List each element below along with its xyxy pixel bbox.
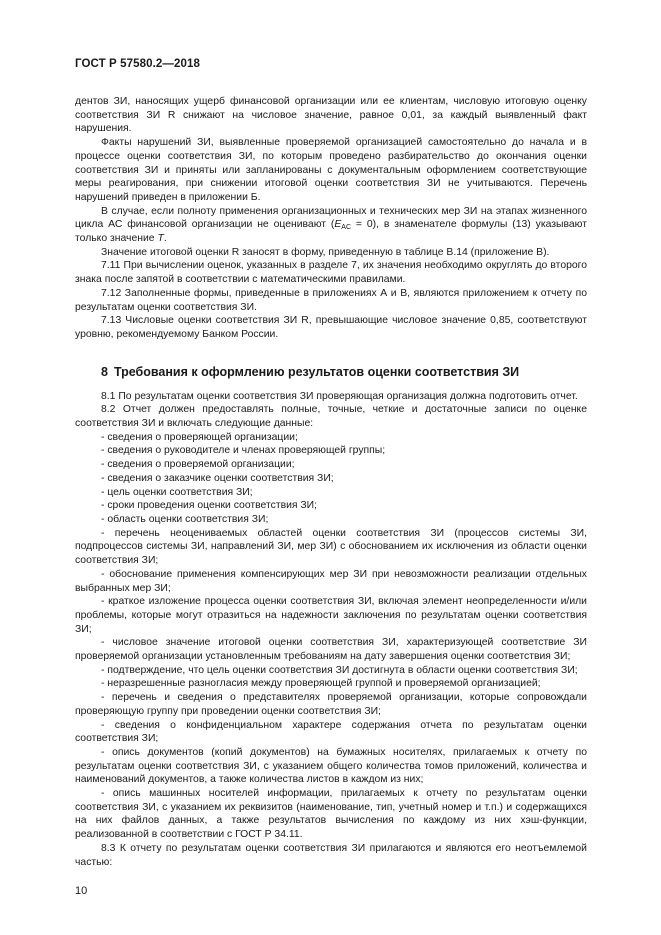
list-item: - сведения о руководителе и членах проверяющей группы; xyxy=(101,445,386,457)
list-item: - неразрешенные разногласия между проверяющей группой и проверяемой организацией; xyxy=(101,678,541,690)
middle-paragraphs xyxy=(75,246,587,342)
formula-text-after: = 0), в знаменателе формулы (13) указывают только значение xyxy=(75,219,587,245)
list-item: - сведения о конфиденциальном характере содержания отчета по результатам оценки соответствия ЗИ; xyxy=(75,719,587,745)
formula-text-end: . xyxy=(163,233,167,245)
section-number: 8 xyxy=(101,364,108,379)
formula-paragraph xyxy=(75,205,587,246)
list-item: - перечень неоцениваемых областей оценки соответствия ЗИ (процессов системы ЗИ, подпроцессов системы ЗИ, направлений ЗИ, мер ЗИ) с обоснованием их исключения из области оценки соответствия ЗИ; xyxy=(75,527,587,567)
formula-symbol: E xyxy=(334,219,342,231)
formula-subscript: AC xyxy=(341,224,352,232)
paragraph-mid-0: Значение итоговой оценки R заносят в форму, приведенную в таблице В.14 (приложение В). xyxy=(101,246,550,258)
list-item: - опись документов (копий документов) на бумажных носителях, прилагаемых к отчету по результатам оценки соответствия ЗИ, с указанием общего количества томов приложений, количества и наименований документов, а также количества листов в каждом из них; xyxy=(75,746,587,786)
list-item: - краткое изложение процесса оценки соответствия ЗИ, включая элемент неопределенности и/или проблемы, которые могут отразиться на надежности заключения по результатам оценки соответствия ЗИ; xyxy=(75,596,587,635)
list-item: - обоснование применения компенсирующих мер ЗИ при невозможности реализации отдельных выбранных мер ЗИ; xyxy=(75,568,587,594)
formula-variable: T xyxy=(157,233,164,245)
section-spacer xyxy=(75,342,587,364)
list-item: - перечень и сведения о представителях проверяемой организации, которые сопровождали проверяющую группу при проведении оценки соответствия ЗИ; xyxy=(75,692,587,717)
formula-text-before: В случае, если полноту применения организационных и технических мер ЗИ на этапах жизненного цикла АС финансовой организации не оценивают ( xyxy=(75,205,587,231)
document-header: ГОСТ Р 57580.2—2018 xyxy=(75,58,200,70)
report-data-list-short xyxy=(75,431,587,527)
paragraph-8-1: 8.1 По результатам оценки соответствия ЗИ проверяющая организация должна подготовить отчет. xyxy=(101,390,578,402)
list-item: - подтверждение, что цель оценки соответствия ЗИ достигнута в области оценки соответствия ЗИ; xyxy=(101,664,578,676)
paragraph-mid-2: 7.12 Заполненные формы, приведенные в приложениях А и В, являются приложением к отчету по результатам оценки соответствия ЗИ. xyxy=(75,287,587,313)
paragraph-8-3: 8.3 К отчету по результатам оценки соответствия ЗИ прилагаются и являются его неотъемлемой частью: xyxy=(75,842,587,868)
list-item: - цель оценки соответствия ЗИ; xyxy=(101,486,253,498)
document-body xyxy=(75,95,587,869)
section-title: Требования к оформлению результатов оценки соответствия ЗИ xyxy=(113,364,520,379)
list-item: - числовое значение итоговой оценки соответствия ЗИ, характеризующей соответствие ЗИ проверяемой организации установленным требованиям на дату завершения оценки соответствия ЗИ; xyxy=(75,637,587,663)
list-item: - сведения о проверяющей организации; xyxy=(101,431,298,443)
report-data-list-long xyxy=(75,527,587,842)
section-8-heading xyxy=(101,364,587,380)
paragraph-mid-1: 7.11 При вычислении оценок, указанных в разделе 7, их значения необходимо округлять до второго знака после запятой в соответствии с математическими правилами. xyxy=(75,260,587,286)
paragraph-top-0: дентов ЗИ, наносящих ущерб финансовой организации или ее клиентам, числовую итоговую оценку соответствия ЗИ R снижают на числовое значение, равное 0,01, за каждый выявленный факт нарушения. xyxy=(75,96,587,135)
paragraph-mid-3: 7.13 Числовые оценки соответствия ЗИ R, превышающие числовое значение 0,85, соответствуют уровню, рекомендуемому Банком России. xyxy=(75,315,587,340)
top-paragraphs xyxy=(75,95,587,205)
page-number: 10 xyxy=(75,885,88,897)
list-item: - сведения о проверяемой организации; xyxy=(101,459,295,471)
list-item: - опись машинных носителей информации, прилагаемых к отчету по результатам оценки соответствия ЗИ, с указанием их реквизитов (наименование, тип, учетный номер и т.п.) и содержащихся на них файлов данных, а также результатов вычисления по каждому из них хэш-функции, реализованной в соответствии с ГОСТ Р 34.11. xyxy=(75,788,587,841)
list-item: - сроки проведения оценки соответствия ЗИ; xyxy=(101,500,318,512)
list-item: - область оценки соответствия ЗИ; xyxy=(101,513,269,525)
paragraph-top-1: Факты нарушений ЗИ, выявленные проверяемой организацией самостоятельно до начала и в процессе оценки соответствия ЗИ, по которым проведено разбирательство до окончания оценки соответствия ЗИ и приняты или запланированы с документальным оформлением соответствующие меры реагирования, при снижении итоговой оценки соответствия ЗИ не учитываются. Перечень нарушений приведен в приложении Б. xyxy=(75,137,587,203)
paragraph-8-2: 8.2 Отчет должен предоставлять полные, точные, четкие и достаточные записи по оценке соответствия ЗИ и включать следующие данные: xyxy=(75,404,587,430)
list-item: - сведения о заказчике оценки соответствия ЗИ; xyxy=(101,472,334,484)
